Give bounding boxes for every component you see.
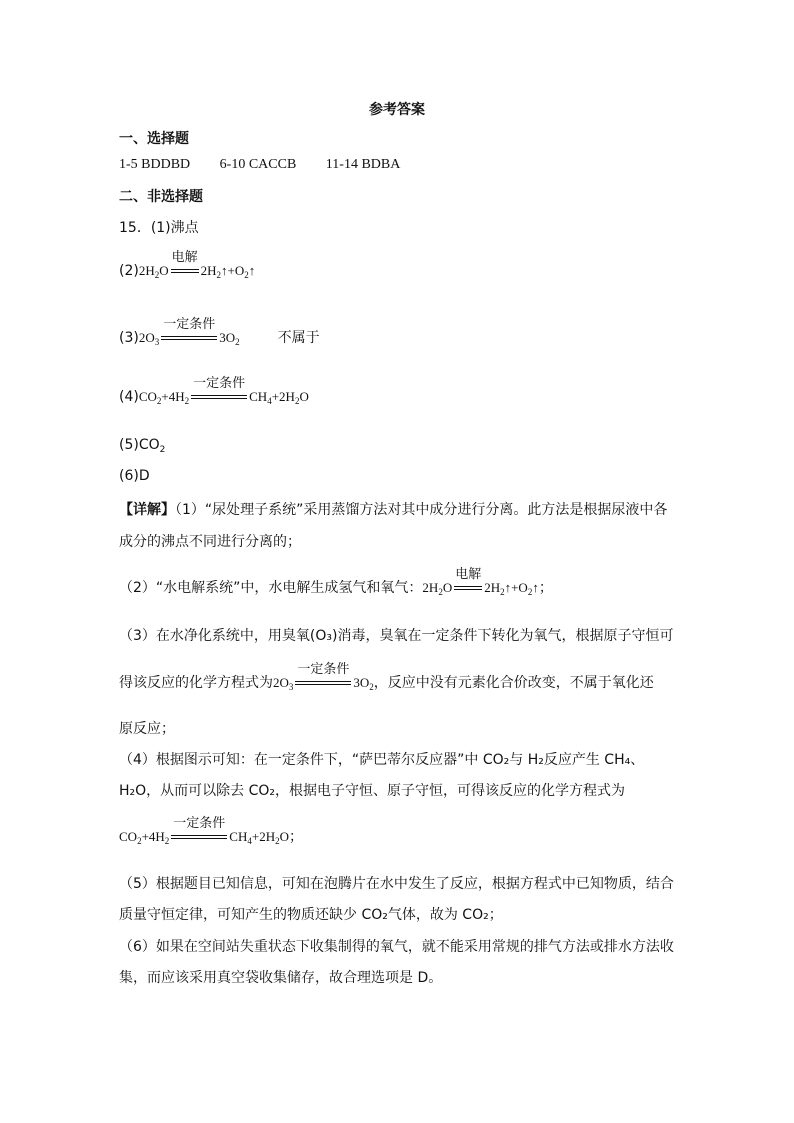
detail-3-text: 得该反应的化学方程式为 (119, 675, 273, 691)
answer-15-4 (119, 376, 309, 406)
answer-15-2-label: (2) (119, 263, 139, 279)
mc-answers-1-5: 1-5 BDDBD (119, 157, 191, 172)
answer-15-3-note: 不属于 (277, 330, 320, 346)
detail-2-line (119, 567, 553, 597)
eq2-condition: 电解 (171, 250, 198, 265)
eq3-arrow (159, 317, 219, 346)
detail-4-line1: （4）根据图示可知：在一定条件下，“萨巴蒂尔反应器”中 CO₂与 H₂反应产生 CH₄、 (119, 752, 645, 768)
d-eq3-arrow (293, 662, 353, 691)
mc-answers-6-10: 6-10 CACCB (219, 157, 297, 172)
d-eq4-left: $CO_2+4H_2$ (119, 829, 170, 846)
detail-4-line3 (119, 816, 303, 846)
detail-3-text-2: ，反应中没有元素化合价改变，不属于氧化还 (373, 675, 654, 691)
eq3-right: $3O_2$ (219, 330, 240, 347)
mc-answers-11-14: 11-14 BDBA (325, 157, 401, 172)
eq4-condition: 一定条件 (193, 376, 246, 391)
section-heading-choice: 一、选择题 (119, 131, 189, 147)
eq2-right: $2H_2↑+O_2↑$ (200, 263, 256, 280)
d-eq2-arrow (452, 567, 484, 596)
d-eq2-condition: 电解 (455, 567, 482, 582)
eq2-left: $2H_2O$ (138, 263, 169, 280)
d-eq2-right: $2H_2↑+O_2↑$ (484, 580, 539, 597)
answer-15-1: 15．(1)沸点 (119, 220, 199, 236)
detail-4-end: ； (288, 829, 303, 845)
d-eq3-left: $2O_3$ (273, 675, 294, 692)
eq3-left: $2O_3$ (138, 330, 160, 347)
detail-tag: 【详解】 (119, 502, 175, 518)
eq4-right: $CH_4+2H_2O$ (249, 389, 309, 406)
detail-3-line3: 原反应； (119, 721, 175, 737)
detail-3-line1: （3）在水净化系统中，用臭氧(O₃)消毒，臭氧在一定条件下转化为氧气，根据原子守恒可 (119, 628, 674, 644)
answer-15-3 (119, 317, 320, 347)
detail-4-line2: H₂O，从而可以除去 CO₂，根据电子守恒、原子守恒，可得该反应的化学方程式为 (119, 783, 626, 799)
answer-15-4-label: (4) (119, 389, 139, 405)
answer-15-5-text: (5)CO (119, 437, 160, 453)
detail-3-line2 (119, 662, 654, 692)
page-title: 参考答案 (369, 102, 425, 118)
detail-1-line1 (119, 499, 667, 519)
eq4-left: $CO_2+4H_2$ (138, 389, 190, 406)
section-heading-nonchoice: 二、非选择题 (119, 189, 203, 205)
mc-answers (119, 157, 400, 173)
detail-5-line1: （5）根据题目已知信息，可知在泡腾片在水中发生了反应，根据方程式中已知物质，结合 (119, 876, 674, 892)
detail-5-line2: 质量守恒定律，可知产生的物质还缺少 CO₂气体，故为 CO₂； (119, 907, 503, 923)
answer-15-5-sub: 2 (159, 445, 166, 455)
detail-6-line2: 集，而应该采用真空袋收集储存，故合理选项是 D。 (119, 970, 443, 986)
answer-15-5 (119, 437, 165, 455)
detail-2-end: ； (538, 580, 553, 596)
d-eq4-right: $CH_4+2H_2O$ (229, 829, 289, 846)
eq3-condition: 一定条件 (163, 317, 216, 332)
answer-15-3-label: (3) (119, 330, 139, 346)
eq4-arrow (189, 376, 249, 405)
d-eq3-condition: 一定条件 (297, 662, 350, 677)
d-eq4-arrow (169, 816, 229, 845)
d-eq4-condition: 一定条件 (173, 816, 226, 831)
detail-6-line1: （6）如果在空间站失重状态下收集制得的氧气，就不能采用常规的排气方法或排水方法收 (119, 939, 674, 955)
d-eq3-right: $3O_2$ (353, 675, 374, 692)
answer-15-6: (6)D (119, 468, 150, 484)
detail-1-line2: 成分的沸点不同进行分离的； (119, 534, 301, 550)
detail-2-text: （2）“水电解系统”中，水电解生成氢气和氧气： (119, 580, 423, 596)
detail-1-text: （1）“尿处理子系统”采用蒸馏方法对其中成分进行分离。此方法是根据尿液中各 (175, 502, 668, 518)
eq2-arrow (169, 250, 201, 279)
d-eq2-left: $2H_2O$ (422, 580, 453, 597)
answer-15-2 (119, 250, 256, 280)
